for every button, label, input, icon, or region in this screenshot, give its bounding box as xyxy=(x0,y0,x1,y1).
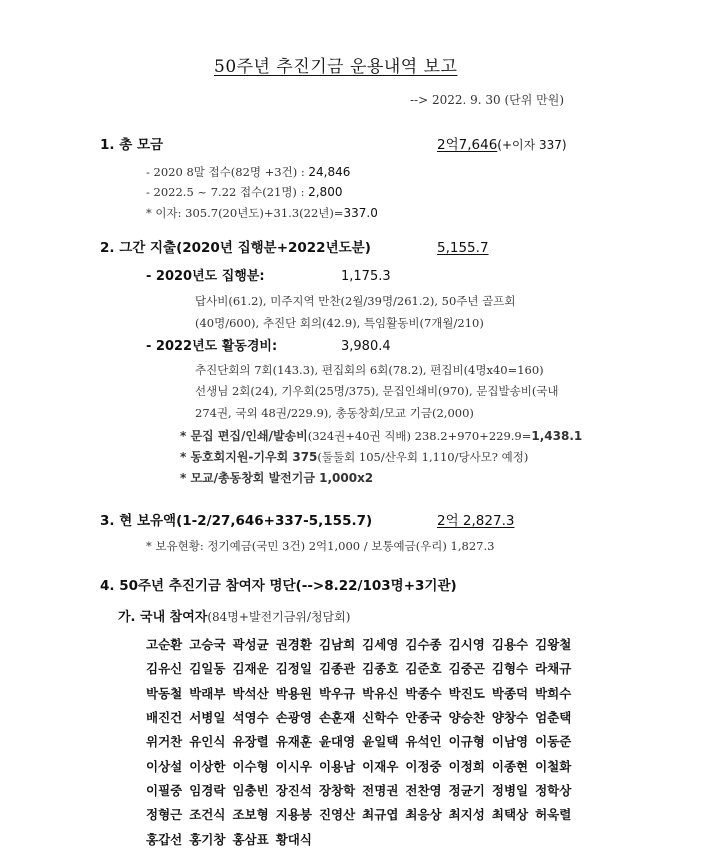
participant-name: 임경락 xyxy=(189,782,226,798)
participant-name: 홍갑선 xyxy=(146,831,183,847)
participant-name: 정학상 xyxy=(535,782,572,798)
participant-name: 양승찬 xyxy=(448,710,485,726)
participant-name: 최응상 xyxy=(405,807,442,823)
name-row xyxy=(146,632,706,656)
participant-name: 박래부 xyxy=(189,685,226,701)
participant-name: 박석산 xyxy=(232,685,269,701)
participant-name: 이남영 xyxy=(491,734,529,750)
section-1-total-interest: (+이자 337) xyxy=(497,138,567,152)
participant-name: 박용원 xyxy=(275,685,312,701)
participant-name: 유인식 xyxy=(189,734,226,750)
participant-name: 장창학 xyxy=(318,782,356,798)
participant-name: 윤대영 xyxy=(318,734,356,750)
line-text: - 2022.5 ~ 7.22 접수(21명) : xyxy=(146,185,309,199)
participant-name: 고승국 xyxy=(189,637,226,653)
name-row xyxy=(146,705,706,729)
participant-name: 홍기창 xyxy=(189,831,226,847)
section-2-star-line xyxy=(180,451,528,464)
participant-name: 조건식 xyxy=(189,807,226,823)
participant-name: 배진건 xyxy=(146,710,183,726)
participant-name: 김준호 xyxy=(405,661,442,677)
participant-name: 석영수 xyxy=(232,710,269,726)
participant-name: 조보형 xyxy=(232,807,269,823)
participant-name: 김세영 xyxy=(362,637,399,653)
line-value: 24,846 xyxy=(308,165,351,179)
participant-name: 최택상 xyxy=(491,807,529,823)
participant-names xyxy=(146,632,706,851)
name-row xyxy=(146,729,706,753)
section-1-line xyxy=(146,186,342,199)
name-row xyxy=(146,802,706,826)
participant-name: 김왕철 xyxy=(535,637,572,653)
section-1-line xyxy=(146,207,378,220)
participant-name: 최지성 xyxy=(448,807,485,823)
participant-name: 장진석 xyxy=(275,782,312,798)
line-value: 337.0 xyxy=(343,206,378,220)
participant-name: 박동철 xyxy=(146,685,183,701)
page-title: 50주년 추진기금 운용내역 보고 xyxy=(214,57,458,77)
star-normal: (둘둘회 105/산우회 1,110/당사모? 예정) xyxy=(317,450,529,464)
participant-name: 유장렬 xyxy=(232,734,269,750)
participant-name: 박진도 xyxy=(448,685,485,701)
star-normal: (324권+40권 직배) 238.2+970+229.9= xyxy=(307,429,532,443)
participant-name: 엄춘택 xyxy=(535,710,572,726)
section-2-sub1-value: 1,175.3 xyxy=(341,269,391,284)
participant-name: 유석인 xyxy=(405,734,442,750)
participant-name: 박우규 xyxy=(318,685,356,701)
participant-name: 최규엽 xyxy=(362,807,399,823)
participant-name: 김수종 xyxy=(405,637,442,653)
section-2-total: 5,155.7 xyxy=(437,240,489,256)
name-row xyxy=(146,753,706,777)
participant-name: 김시영 xyxy=(448,637,485,653)
section-2-sub2-label: - 2022년도 활동경비: xyxy=(146,339,278,354)
participant-name: 임충빈 xyxy=(232,782,269,798)
section-4-heading: 4. 50주년 추진기금 참여자 명단(-->8.22/103명+3기관) xyxy=(100,578,457,594)
section-1-line xyxy=(146,166,350,179)
section-3-total: 2억 2,827.3 xyxy=(437,513,515,529)
participant-name: 황대식 xyxy=(275,831,312,847)
section-2-sub2-line: 선생님 2회(24), 기우회(25명/375), 문집인쇄비(970), 문집발송비(국내 xyxy=(195,384,559,398)
participant-name: 신학수 xyxy=(362,710,399,726)
participant-name: 김일동 xyxy=(189,661,226,677)
participant-name: 김재운 xyxy=(232,661,269,677)
participant-name: 이정중 xyxy=(405,758,442,774)
section-2-sub1-line: 답사비(61.2), 미주지역 만찬(2월/39명/261.2), 50주년 골프회 xyxy=(195,294,516,308)
participant-name: 윤일택 xyxy=(362,734,399,750)
participant-name: 전찬영 xyxy=(405,782,442,798)
section-2-sub2-line: 274권, 국외 48권/229.9), 총동창회/모교 기금(2,000) xyxy=(195,406,474,420)
participant-name: 이상설 xyxy=(146,758,183,774)
participant-name: 손광영 xyxy=(275,710,312,726)
participant-name: 김중곤 xyxy=(448,661,485,677)
line-text: * 이자: 305.7(20년도)+31.3(22년)= xyxy=(146,206,344,220)
subheading-normal: (84명+발전기금위/청담회) xyxy=(207,610,351,624)
section-1-total-amount: 2억7,646 xyxy=(437,137,498,153)
participant-name: 라채규 xyxy=(535,661,572,677)
line-text: - 2020 8말 접수(82명 +3건) : xyxy=(146,165,309,179)
participant-name: 박종수 xyxy=(405,685,442,701)
participant-name: 김남희 xyxy=(318,637,356,653)
participant-name: 이철화 xyxy=(535,758,572,774)
participant-name: 정병일 xyxy=(491,782,529,798)
participant-name: 양창수 xyxy=(491,710,529,726)
section-1-heading: 1. 총 모금 xyxy=(100,137,164,153)
participant-name: 정균기 xyxy=(448,782,485,798)
participant-name: 진영산 xyxy=(318,807,356,823)
section-2-star-line xyxy=(180,472,373,485)
participant-name: 안종국 xyxy=(405,710,442,726)
section-2-sub1-line: (40명/600), 추진단 회의(42.9), 특임활동비(7개월/210) xyxy=(195,316,484,330)
star-bold-value: 1,438.1 xyxy=(531,429,583,443)
name-row xyxy=(146,778,706,802)
participant-name: 이필중 xyxy=(146,782,183,798)
participant-name: 유재훈 xyxy=(275,734,312,750)
participant-name: 이상한 xyxy=(189,758,226,774)
participant-name: 위거찬 xyxy=(146,734,183,750)
participant-name: 이시우 xyxy=(275,758,312,774)
participant-name: 이동준 xyxy=(535,734,572,750)
star-bold: * 모교/총동창회 발전기금 1,000x2 xyxy=(180,471,374,485)
participant-name: 이종현 xyxy=(491,758,529,774)
star-bold: * 문집 편집/인쇄/발송비 xyxy=(180,429,308,443)
star-bold: * 동호회지원-기우회 375 xyxy=(180,450,318,464)
line-value: 2,800 xyxy=(308,185,343,199)
participant-name: 박희수 xyxy=(535,685,572,701)
participant-name: 박유신 xyxy=(362,685,399,701)
participant-name: 곽성균 xyxy=(232,637,269,653)
section-2-heading: 2. 그간 지출(2020년 집행분+2022년도분) xyxy=(100,240,371,256)
date-line: --> 2022. 9. 30 (단위 만원) xyxy=(410,93,565,107)
section-2-star-line xyxy=(180,430,582,443)
section-2-sub1-label: - 2020년도 집행분: xyxy=(146,269,265,284)
participant-name: 서병일 xyxy=(189,710,226,726)
section-3-line: * 보유현황: 정기예금(국민 3건) 2억1,000 / 보통예금(우리) 1,827.3 xyxy=(146,539,495,553)
participant-name: 홍삼표 xyxy=(232,831,269,847)
participant-name: 이재우 xyxy=(362,758,399,774)
participant-name: 손훈재 xyxy=(318,710,356,726)
name-row xyxy=(146,826,706,850)
section-1-total xyxy=(437,139,567,153)
participant-name: 이용남 xyxy=(318,758,356,774)
participant-name: 김종호 xyxy=(362,661,399,677)
participant-name: 허욱렬 xyxy=(535,807,572,823)
section-4-subheading xyxy=(118,608,350,624)
name-row xyxy=(146,656,706,680)
participant-name: 김정일 xyxy=(275,661,312,677)
participant-name: 지용붕 xyxy=(275,807,312,823)
participant-name: 이정희 xyxy=(448,758,485,774)
participant-name: 김용수 xyxy=(491,637,529,653)
subheading-bold: 가. 국내 참여자 xyxy=(118,610,208,625)
participant-name: 박종덕 xyxy=(491,685,529,701)
participant-name: 전명권 xyxy=(362,782,399,798)
section-2-sub2-line: 추진단회의 7회(143.3), 편집회의 6회(78.2), 편집비(4명x40=160) xyxy=(195,363,544,377)
participant-name: 김유신 xyxy=(146,661,183,677)
section-2-sub2-value: 3,980.4 xyxy=(341,339,391,354)
participant-name: 정형근 xyxy=(146,807,183,823)
section-3-heading: 3. 현 보유액(1-2/27,646+337-5,155.7) xyxy=(100,513,373,529)
participant-name: 고순환 xyxy=(146,637,183,653)
participant-name: 김종관 xyxy=(318,661,356,677)
participant-name: 이수형 xyxy=(232,758,269,774)
name-row xyxy=(146,681,706,705)
participant-name: 권경환 xyxy=(275,637,312,653)
participant-name: 이규형 xyxy=(448,734,485,750)
participant-name: 김형수 xyxy=(491,661,529,677)
